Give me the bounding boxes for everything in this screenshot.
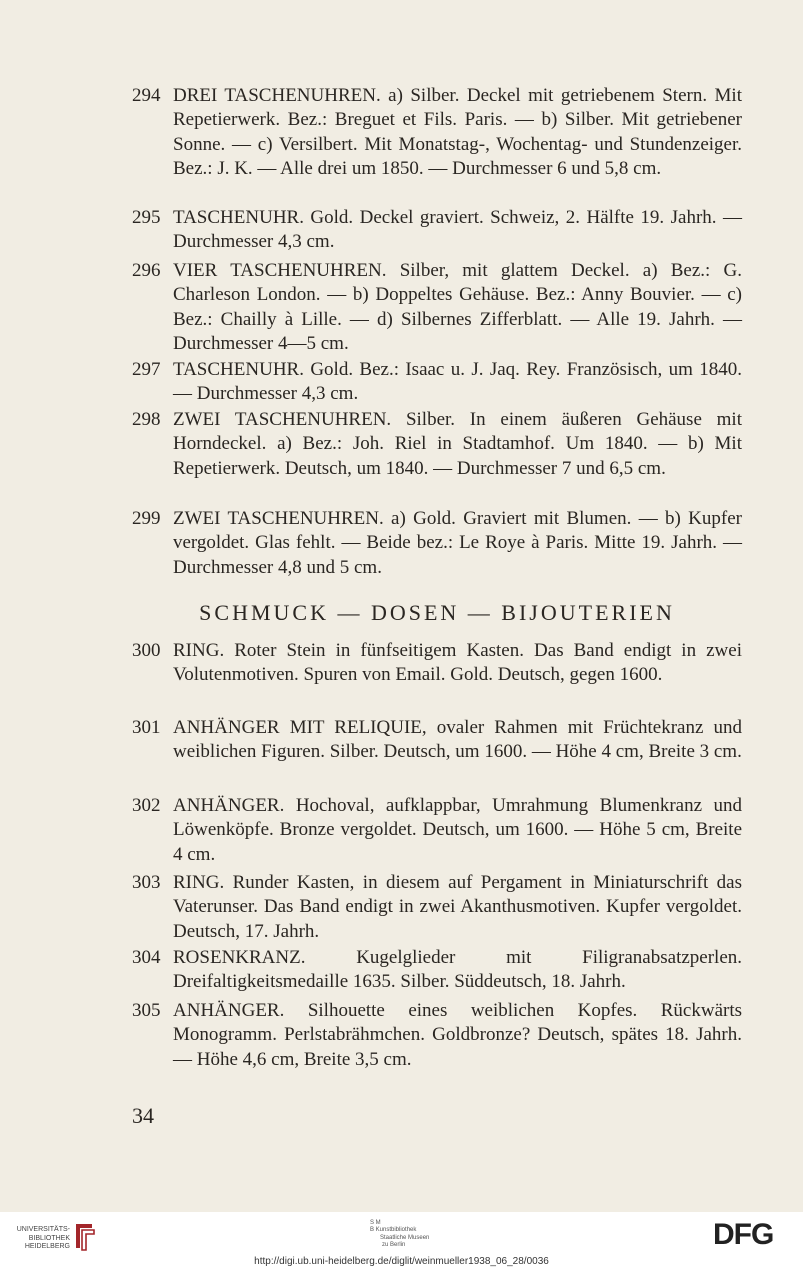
entry-text: ANHÄNGER. Hochoval, aufklappbar, Umrahmung Blumenkranz und Löwenköpfe. Bronze vergoldet. Deutsch, um 1600. — Höhe 5 cm, Breite 4 cm.: [173, 795, 742, 865]
entry-number: 304: [132, 947, 161, 968]
catalog-entry-295: [132, 206, 742, 255]
entry-number: 299: [132, 508, 161, 529]
catalog-entry-299: [132, 507, 742, 580]
entry-number: 297: [132, 359, 161, 380]
catalog-entry-303: [132, 871, 742, 944]
catalog-entry-297: [132, 358, 742, 407]
page-number: 34: [132, 1103, 154, 1128]
university-logo-icon: [72, 1220, 98, 1256]
entry-number: 298: [132, 409, 161, 430]
catalog-entry-304: [132, 946, 742, 995]
university-library-name: UNIVERSITÄTS- BIBLIOTHEK HEIDELBERG: [16, 1226, 70, 1250]
entry-number: 300: [132, 640, 161, 661]
catalog-entry-296: [132, 259, 742, 356]
kunstbibliothek-credit: S M B Kunstbibliothek Staatliche Museen zu Berlin: [370, 1220, 430, 1249]
catalog-entry-294: [132, 84, 742, 181]
dfg-logo: DFG: [713, 1218, 774, 1251]
catalog-entry-305: [132, 999, 742, 1072]
permalink-url[interactable]: http://digi.ub.uni-heidelberg.de/diglit/weinmueller1938_06_28/0036: [254, 1256, 549, 1267]
catalog-entry-298: [132, 408, 742, 481]
viewer-footer: [0, 1212, 803, 1270]
catalog-entry-301: [132, 716, 742, 765]
entry-number: 295: [132, 207, 161, 228]
entry-text: ZWEI TASCHENUHREN. Silber. In einem äußeren Gehäuse mit Horndeckel. a) Bez.: Joh. Riel in Stadtamhof. Um 1840. — b) Mit Repetierwerk. Deutsch, um 1840. — Durchmesser 7 und 6,5 cm.: [173, 409, 742, 479]
entry-text: TASCHENUHR. Gold. Deckel graviert. Schweiz, 2. Hälfte 19. Jahrh. — Durchmesser 4,3 cm.: [173, 207, 742, 253]
entry-number: 294: [132, 85, 161, 106]
entry-text: ANHÄNGER. Silhouette eines weiblichen Kopfes. Rückwärts Monogramm. Perlstabrähmchen. Goldbronze? Deutsch, spätes 18. Jahrh. — Höhe 4,6 cm, Breite 3,5 cm.: [173, 1000, 742, 1070]
catalog-entry-302: [132, 794, 742, 867]
entry-text: ZWEI TASCHENUHREN. a) Gold. Graviert mit Blumen. — b) Kupfer vergoldet. Glas fehlt. — Beide bez.: Le Roye à Paris. Mitte 19. Jahrh. — Durchmesser 4,8 und 5 cm.: [173, 508, 742, 578]
catalog-entry-300: [132, 639, 742, 688]
entry-text: VIER TASCHENUHREN. Silber, mit glattem Deckel. a) Bez.: G. Charleson London. — b) Doppeltes Gehäuse. Bez.: Anny Bouvier. — c) Bez.: Chailly à Lille. — d) Silbernes Zifferblatt. — Alle 19. Jahrh. — Durchmesser 4—5 cm.: [173, 260, 742, 354]
entry-text: DREI TASCHENUHREN. a) Silber. Deckel mit getriebenem Stern. Mit Repetierwerk. Bez.: Breguet et Fils. Paris. — b) Silber. Mit getriebener Sonne. — c) Versilbert. Mit Monatstag-, Wochentag- und Stundenzeiger. Bez.: J. K. — Alle drei um 1850. — Durchmesser 6 und 5,8 cm.: [173, 85, 742, 179]
section-heading: SCHMUCK — DOSEN — BIJOUTERIEN: [199, 600, 675, 625]
entry-number: 296: [132, 260, 161, 281]
entry-text: RING. Runder Kasten, in diesem auf Pergament in Miniaturschrift das Vaterunser. Das Band endigt in zwei Akanthusmotiven. Kupfer vergoldet. Deutsch, 17. Jahrh.: [173, 872, 742, 942]
entry-number: 302: [132, 795, 161, 816]
entry-number: 301: [132, 717, 161, 738]
entry-number: 305: [132, 1000, 161, 1021]
entry-text: ANHÄNGER MIT RELIQUIE, ovaler Rahmen mit Früchtekranz und weiblichen Figuren. Silber. Deutsch, um 1600. — Höhe 4 cm, Breite 3 cm.: [173, 717, 742, 763]
entry-text: ROSENKRANZ. Kugelglieder mit Filigranabsatzperlen. Dreifaltigkeitsmedaille 1635. Silber. Süddeutsch, 18. Jahrh.: [173, 947, 742, 993]
entry-number: 303: [132, 872, 161, 893]
entry-text: RING. Roter Stein in fünfseitigem Kasten. Das Band endigt in zwei Volutenmotiven. Spuren von Email. Gold. Deutsch, gegen 1600.: [173, 640, 742, 686]
entry-text: TASCHENUHR. Gold. Bez.: Isaac u. J. Jaq. Rey. Französisch, um 1840. — Durchmesser 4,3 cm.: [173, 359, 742, 405]
